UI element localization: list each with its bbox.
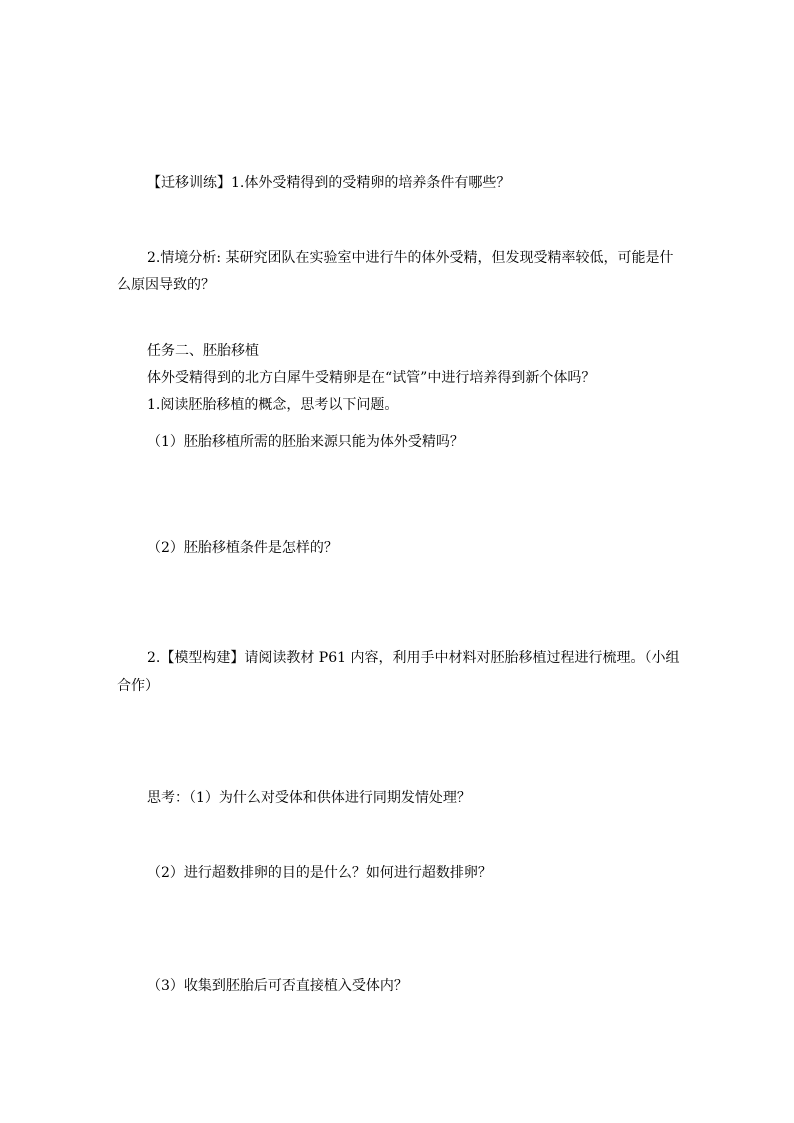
task2-item-1: 1.阅读胚胎移植的概念，思考以下问题。 [147, 397, 399, 413]
model-building-line-2: 合作） [117, 678, 159, 694]
think-question-2: （2）进行超数排卵的目的是什么？如何进行超数排卵？ [147, 865, 492, 881]
scenario-question-2-line-1: 2.情境分析: 某研究团队在实验室中进行牛的体外受精，但发现受精率较低，可能是什 [147, 250, 674, 266]
task2-subquestion-1: （1）胚胎移植所需的胚胎来源只能为体外受精吗？ [147, 434, 464, 450]
think-question-1: 思考：（1）为什么对受体和供体进行同期发情处理？ [147, 790, 471, 806]
scenario-question-2-line-2: 么原因导致的？ [117, 277, 215, 293]
think-question-3: （3）收集到胚胎后可否直接植入受体内？ [147, 978, 408, 994]
model-building-line-1: 2.【模型构建】请阅读教材 P61 内容，利用手中材料对胚胎移植过程进行梳理。（小组 [147, 650, 680, 666]
task2-subquestion-2: （2）胚胎移植条件是怎样的？ [147, 540, 338, 556]
transfer-training-question-1: 【迁移训练】1.体外受精得到的受精卵的培养条件有哪些？ [147, 175, 511, 191]
task2-question: 体外受精得到的北方白犀牛受精卵是在“试管”中进行培养得到新个体吗？ [147, 370, 596, 386]
task2-title: 任务二、胚胎移植 [147, 343, 259, 359]
